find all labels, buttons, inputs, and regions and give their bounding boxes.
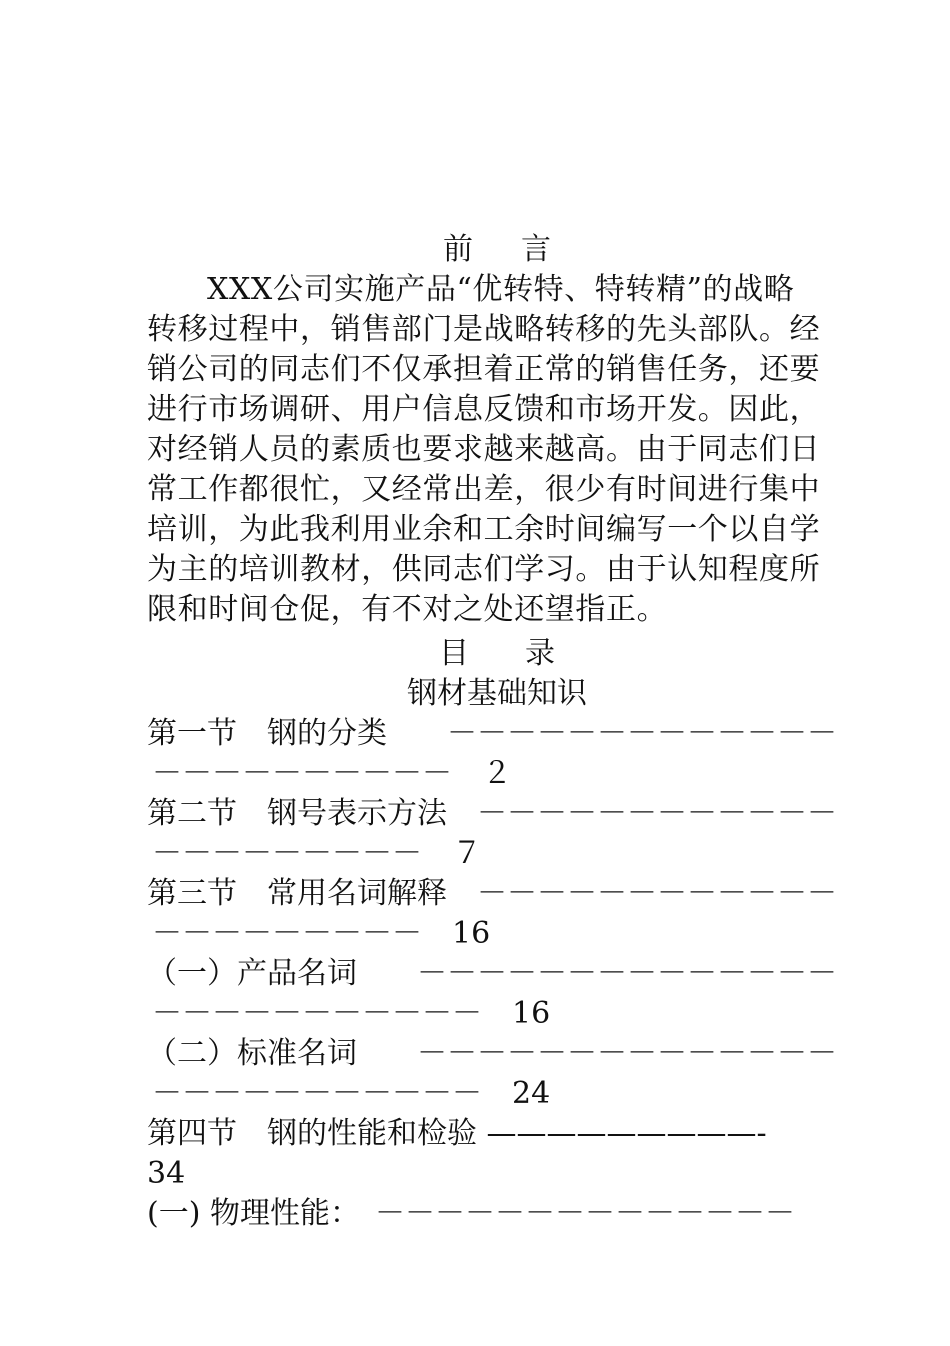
toc-line-4: －－－－－－－－－ ７ [152,836,482,871]
toc-subtitle: 钢材基础知识 [407,676,587,711]
toc-line-2: －－－－－－－－－－ ２ [152,756,512,791]
toc-title: 目录 [439,636,611,671]
toc-line-12: 34 [147,1156,186,1191]
foreword-line-4: 进行市场调研、用户信息反馈和市场开发。因此， [147,392,821,427]
foreword-line-3: 销公司的同志们不仅承担着正常的销售任务，还要 [147,352,821,387]
toc-line-11: 第四节 钢的性能和检验 —————————- [147,1116,767,1151]
foreword-line-8: 为主的培训教材，供同志们学习。由于认知程度所 [147,552,821,587]
toc-line-13: (一) 物理性能： －－－－－－－－－－－－－－ [147,1196,795,1231]
toc-line-6: －－－－－－－－－ 16 [152,916,491,951]
foreword-line-5: 对经销人员的素质也要求越来越高。由于同志们日 [147,432,821,467]
toc-line-8: －－－－－－－－－－－ 16 [152,996,551,1031]
foreword-line-6: 常工作都很忙，又经常出差，很少有时间进行集中 [147,472,821,507]
toc-line-7: （一）产品名词 －－－－－－－－－－－－－－ [147,956,837,991]
foreword-line-7: 培训，为此我利用业余和工余时间编写一个以自学 [147,512,821,547]
foreword-line-1: XXX公司实施产品“优转特、特转精”的战略 [207,272,795,307]
toc-line-10: －－－－－－－－－－－ 24 [152,1076,551,1111]
foreword-line-9: 限和时间仓促，有不对之处还望指正。 [147,592,668,627]
toc-line-5: 第三节 常用名词解释 －－－－－－－－－－－－ [147,876,837,911]
toc-line-1: 第一节 钢的分类 －－－－－－－－－－－－－ [147,716,837,751]
foreword-line-2: 转移过程中，销售部门是战略转移的先头部队。经 [147,312,821,347]
toc-line-3: 第二节 钢号表示方法 －－－－－－－－－－－－ [147,796,837,831]
foreword-title: 前言 [443,232,599,267]
toc-line-9: （二）标准名词 －－－－－－－－－－－－－－ [147,1036,837,1071]
